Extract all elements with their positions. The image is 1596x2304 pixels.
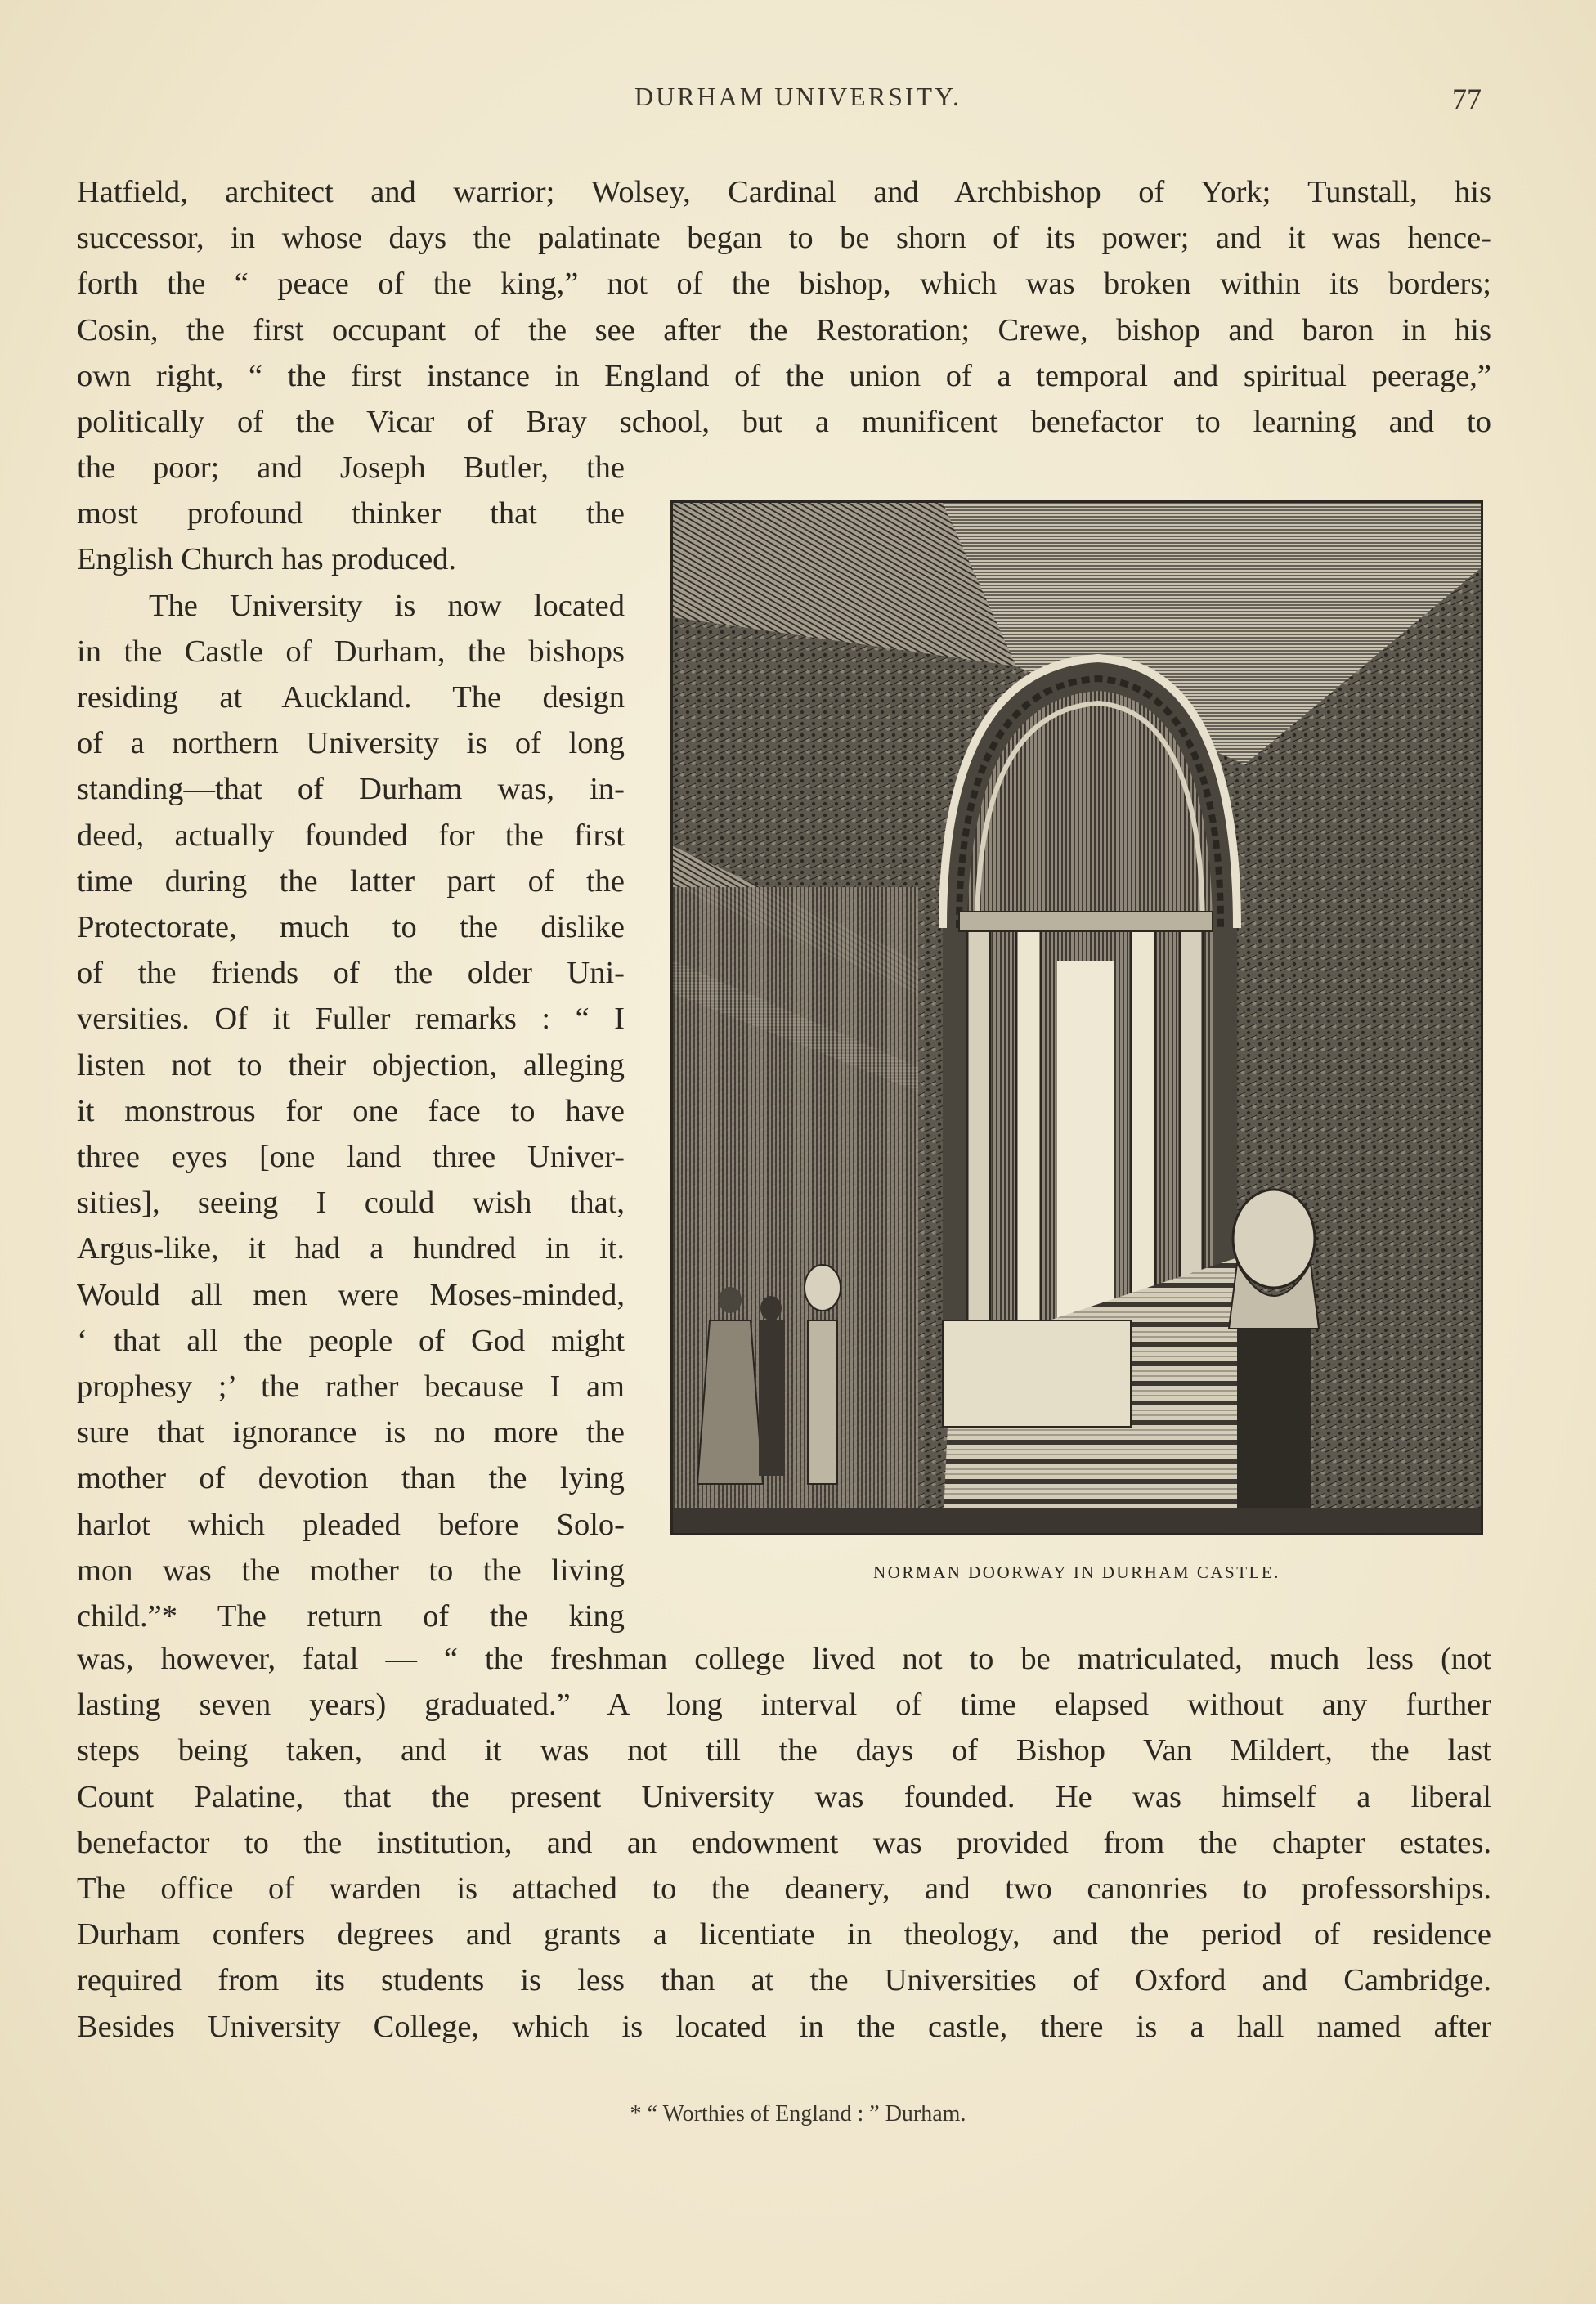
top_paragraph-line: Hatfield, architect and warrior; Wolsey, Cardinal and Archbishop of York; Tunstall, his <box>77 175 1491 209</box>
left_column-line: the poor; and Joseph Butler, the <box>77 450 625 485</box>
bottom_paragraph-line: lasting seven years) graduated.” A long interval of time elapsed without any further <box>77 1688 1491 1723</box>
left_column-line: Argus-like, it had a hundred in it. <box>77 1231 625 1266</box>
left_column-line: most profound thinker that the <box>77 496 625 531</box>
left_column-line: residing at Auckland. The design <box>77 680 625 715</box>
figure-caption: NORMAN DOORWAY IN DURHAM CASTLE. <box>873 1562 1280 1582</box>
left_column-line: listen not to their objection, alleging <box>77 1047 625 1083</box>
top_paragraph-line: own right, “ the first instance in England of the union of a temporal and spiritual peerage,” <box>77 358 1491 393</box>
engraving-illustration <box>670 500 1483 1535</box>
page-number: 77 <box>1452 83 1482 115</box>
left_column-line: Protectorate, much to the dislike <box>77 910 625 945</box>
left_column-line: of a northern University is of long <box>77 726 625 761</box>
bottom_paragraph-line: benefactor to the institution, and an endowment was provided from the chapter estates. <box>77 1825 1491 1860</box>
bottom_paragraph-line: Besides University College, which is located in the castle, there is a hall named after <box>77 2009 1491 2044</box>
left_column-line: child.”* The return of the king <box>77 1599 625 1634</box>
left_column-line: prophesy ;’ the rather because I am <box>77 1369 625 1405</box>
left_column-line: versities. Of it Fuller remarks : “ I <box>77 1002 625 1037</box>
left_column-line: sure that ignorance is no more the <box>77 1415 625 1450</box>
top_paragraph-line: politically of the Vicar of Bray school, but a munificent benefactor to learning and to <box>77 405 1491 440</box>
left_column-line: deed, actually founded for the first <box>77 818 625 853</box>
left_column-line: harlot which pleaded before Solo- <box>77 1507 625 1542</box>
top_paragraph-line: Cosin, the first occupant of the see after the Restoration; Crewe, bishop and baron in his <box>77 312 1491 347</box>
left_column-line: in the Castle of Durham, the bishops <box>77 634 625 669</box>
left_column-line: mon was the mother to the living <box>77 1553 625 1588</box>
bottom_paragraph-line: required from its students is less than at the Universities of Oxford and Cambridge. <box>77 1963 1491 1998</box>
top_paragraph-line: forth the “ peace of the king,” not of the bishop, which was broken within its borders; <box>77 267 1491 302</box>
bottom_paragraph-line: was, however, fatal — “ the freshman college lived not to be matriculated, much less (not <box>77 1642 1491 1676</box>
bottom-paragraph <box>77 1636 1491 2050</box>
bottom_paragraph-line: Count Palatine, that the present University was founded. He was himself a liberal <box>77 1779 1491 1814</box>
left_column-line: three eyes [one land three Univer- <box>77 1140 625 1175</box>
footnote: * “ Worthies of England : ” Durham. <box>630 2101 966 2127</box>
running-head: DURHAM UNIVERSITY. <box>634 82 962 111</box>
left_column-line: ‘ that all the people of God might <box>77 1323 625 1358</box>
left_column-line: mother of devotion than the lying <box>77 1461 625 1496</box>
top_paragraph-line: successor, in whose days the palatinate began to be shorn of its power; and it was hence- <box>77 221 1491 256</box>
left-column-text <box>77 445 625 1639</box>
bottom_paragraph-line: The office of warden is attached to the deanery, and two canonries to professorships. <box>77 1871 1491 1907</box>
top-paragraph <box>77 169 1491 445</box>
left_column-line: time during the latter part of the <box>77 863 625 899</box>
left_column-line: it monstrous for one face to have <box>77 1093 625 1128</box>
left_column-line: English Church has produced. <box>77 542 457 577</box>
bottom_paragraph-line: steps being taken, and it was not till the days of Bishop Van Mildert, the last <box>77 1733 1491 1768</box>
left_column-line: Would all men were Moses-minded, <box>77 1277 625 1312</box>
left_column-line: of the friends of the older Uni- <box>77 956 625 991</box>
bottom_paragraph-line: Durham confers degrees and grants a licentiate in theology, and the period of residence <box>77 1917 1491 1952</box>
left_column-line: sities], seeing I could wish that, <box>77 1186 625 1221</box>
left_column-line: The University is now located <box>149 588 625 623</box>
left_column-line: standing—that of Durham was, in- <box>77 772 625 807</box>
